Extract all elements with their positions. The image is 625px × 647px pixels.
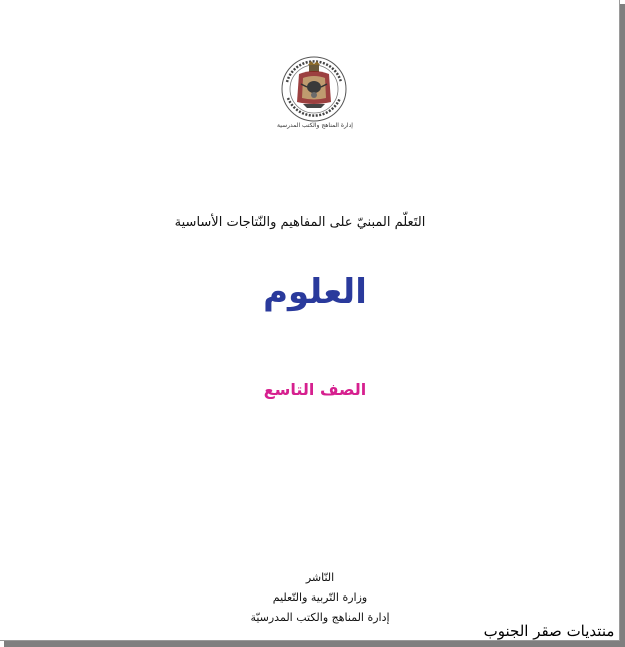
jordan-coat-of-arms-icon [279, 54, 349, 124]
book-subtitle: التَعلّم المبنيّ على المفاهيم والنّتاجات الأساسية [174, 215, 426, 230]
grade-label: الصف التاسع [263, 380, 367, 399]
ministry-name: وزارة التّربية والتّعليم [272, 591, 368, 604]
department-name: إدارة المناهج والكتب المدرسيّة [250, 611, 390, 624]
page-shadow-bottom [4, 641, 625, 647]
publisher-block [220, 568, 420, 628]
publisher-label: النّاشر [305, 571, 335, 584]
forum-watermark: منتديات صقر الجنوب [483, 622, 615, 640]
page-shadow-right [620, 4, 625, 647]
emblem-caption: إدارة المناهج والكتب المدرسية [277, 122, 353, 129]
book-title: العلوم [263, 272, 367, 312]
